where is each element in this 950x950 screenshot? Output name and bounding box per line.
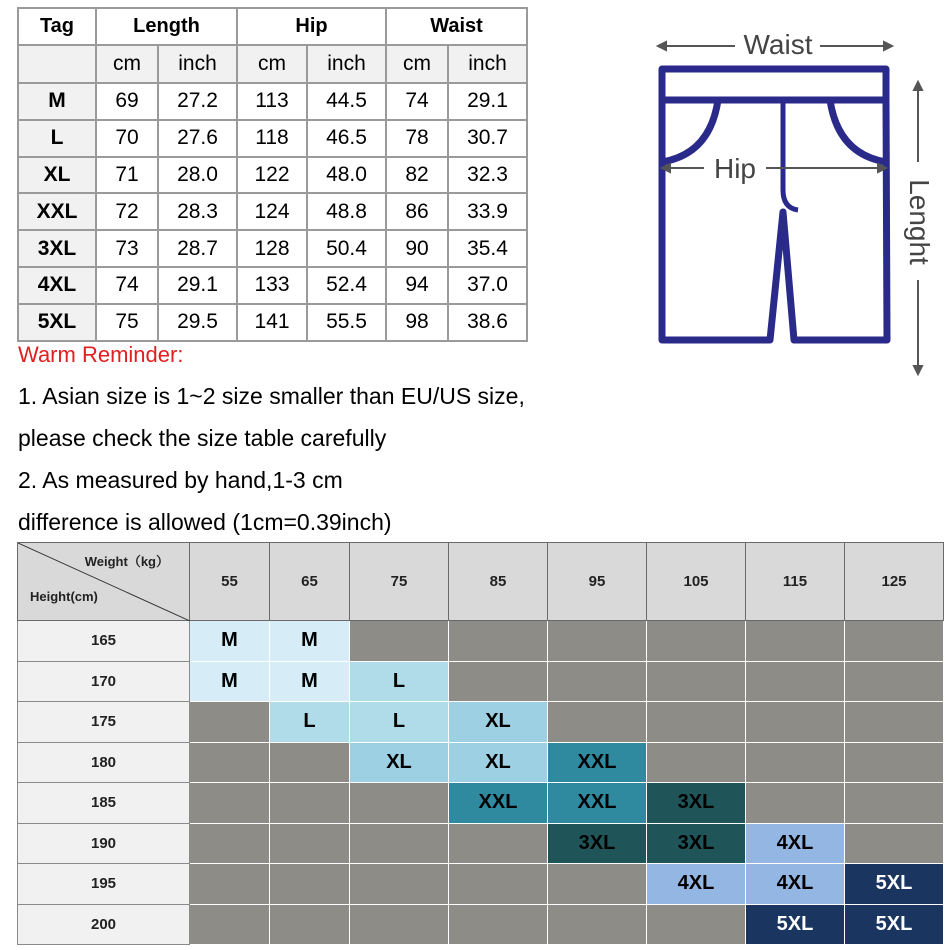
arrow-icon xyxy=(914,366,922,374)
weight-axis-label: Weight（kg） xyxy=(84,554,169,569)
arrow-icon xyxy=(914,82,922,90)
weight-header: 115 xyxy=(746,543,845,621)
empty-cell xyxy=(350,864,449,905)
empty-cell xyxy=(647,621,746,662)
size-recommendation-cell: M xyxy=(270,621,350,662)
size-value: 52.4 xyxy=(307,267,386,304)
size-value: 29.1 xyxy=(448,83,527,120)
reminder-line: difference is allowed (1cm=0.39inch) xyxy=(18,509,392,535)
size-recommendation-cell: M xyxy=(190,661,270,702)
size-recommendation-cell: 4XL xyxy=(746,864,845,905)
size-row xyxy=(18,83,527,120)
empty-cell xyxy=(190,742,270,783)
empty-cell xyxy=(350,783,449,824)
empty-cell xyxy=(548,702,647,743)
unit-cell: cm xyxy=(386,45,448,83)
empty-cell xyxy=(190,904,270,945)
size-value: 98 xyxy=(386,304,448,341)
empty-cell xyxy=(190,864,270,905)
empty-cell xyxy=(449,864,548,905)
shorts-outline xyxy=(662,100,887,340)
empty-cell xyxy=(746,661,845,702)
size-row xyxy=(18,304,527,341)
reminder-line: 1. Asian size is 1~2 size smaller than EU/US size, xyxy=(18,383,525,409)
size-value: 29.5 xyxy=(158,304,237,341)
waistband-outline xyxy=(662,69,886,100)
size-value: 32.3 xyxy=(448,157,527,194)
weight-header: 85 xyxy=(449,543,548,621)
size-value: 50.4 xyxy=(307,230,386,267)
fly-outline xyxy=(783,100,798,210)
size-value: 86 xyxy=(386,193,448,230)
size-value: 74 xyxy=(96,267,158,304)
size-recommendation-cell: XXL xyxy=(548,742,647,783)
empty-cell xyxy=(845,783,944,824)
size-value: 38.6 xyxy=(448,304,527,341)
arrow-icon xyxy=(884,42,892,50)
empty-cell xyxy=(647,661,746,702)
weight-header: 55 xyxy=(190,543,270,621)
empty-cell xyxy=(548,661,647,702)
size-tag: XXL xyxy=(18,193,96,230)
height-label: 185 xyxy=(18,783,190,824)
height-label: 180 xyxy=(18,742,190,783)
empty-cell xyxy=(270,742,350,783)
size-value: 118 xyxy=(237,120,307,157)
empty-cell xyxy=(350,904,449,945)
empty-cell xyxy=(746,621,845,662)
size-value: 46.5 xyxy=(307,120,386,157)
empty-cell xyxy=(350,621,449,662)
empty-cell xyxy=(845,823,944,864)
weight-height-chart xyxy=(17,542,944,945)
height-row xyxy=(18,823,944,864)
height-row xyxy=(18,742,944,783)
chart-corner-cell xyxy=(18,543,190,621)
empty-cell xyxy=(647,904,746,945)
unit-cell: inch xyxy=(307,45,386,83)
size-recommendation-cell: 5XL xyxy=(845,904,944,945)
size-value: 55.5 xyxy=(307,304,386,341)
reminder-line: please check the size table carefully xyxy=(18,425,387,451)
height-row xyxy=(18,904,944,945)
size-recommendation-cell: M xyxy=(190,621,270,662)
size-tag: 3XL xyxy=(18,230,96,267)
size-value: 122 xyxy=(237,157,307,194)
size-recommendation-cell: XXL xyxy=(548,783,647,824)
size-recommendation-cell: 3XL xyxy=(548,823,647,864)
size-value: 70 xyxy=(96,120,158,157)
size-recommendation-cell: 3XL xyxy=(647,783,746,824)
size-value: 128 xyxy=(237,230,307,267)
weight-header: 95 xyxy=(548,543,647,621)
empty-cell xyxy=(647,702,746,743)
empty-cell xyxy=(548,864,647,905)
size-tag: XL xyxy=(18,157,96,194)
size-value: 74 xyxy=(386,83,448,120)
empty-cell xyxy=(845,742,944,783)
size-table xyxy=(17,7,528,342)
weight-header: 65 xyxy=(270,543,350,621)
empty-cell xyxy=(845,661,944,702)
size-recommendation-cell: 5XL xyxy=(746,904,845,945)
size-value: 35.4 xyxy=(448,230,527,267)
size-value: 94 xyxy=(386,267,448,304)
size-value: 28.7 xyxy=(158,230,237,267)
unit-cell: inch xyxy=(448,45,527,83)
empty-cell xyxy=(449,621,548,662)
weight-header: 75 xyxy=(350,543,449,621)
size-value: 29.1 xyxy=(158,267,237,304)
header-length: Length xyxy=(96,8,237,45)
size-row xyxy=(18,120,527,157)
unit-cell: cm xyxy=(96,45,158,83)
size-value: 69 xyxy=(96,83,158,120)
empty-cell xyxy=(449,823,548,864)
weight-header: 105 xyxy=(647,543,746,621)
size-recommendation-cell: XL xyxy=(350,742,449,783)
size-value: 33.9 xyxy=(448,193,527,230)
size-value: 27.2 xyxy=(158,83,237,120)
height-label: 175 xyxy=(18,702,190,743)
size-value: 71 xyxy=(96,157,158,194)
size-row xyxy=(18,230,527,267)
waist-label: Waist xyxy=(743,29,813,60)
size-tag: 4XL xyxy=(18,267,96,304)
size-value: 82 xyxy=(386,157,448,194)
reminder-line: 2. As measured by hand,1-3 cm xyxy=(18,467,343,493)
empty-cell xyxy=(190,823,270,864)
size-value: 141 xyxy=(237,304,307,341)
empty-cell xyxy=(548,621,647,662)
size-value: 133 xyxy=(237,267,307,304)
height-row xyxy=(18,702,944,743)
size-value: 30.7 xyxy=(448,120,527,157)
right-pocket-outline xyxy=(830,100,886,162)
size-value: 75 xyxy=(96,304,158,341)
size-row xyxy=(18,267,527,304)
size-value: 48.0 xyxy=(307,157,386,194)
empty-cell xyxy=(350,823,449,864)
height-row xyxy=(18,661,944,702)
height-label: 165 xyxy=(18,621,190,662)
height-label: 200 xyxy=(18,904,190,945)
header-hip: Hip xyxy=(237,8,386,45)
empty-cell xyxy=(270,823,350,864)
empty-cell xyxy=(270,864,350,905)
size-value: 27.6 xyxy=(158,120,237,157)
empty-cell xyxy=(845,702,944,743)
left-pocket-outline xyxy=(662,100,718,162)
header-waist: Waist xyxy=(386,8,527,45)
length-label: Lenght xyxy=(904,179,935,265)
size-recommendation-cell: M xyxy=(270,661,350,702)
hip-label: Hip xyxy=(713,153,757,184)
empty-cell xyxy=(746,742,845,783)
height-label: 195 xyxy=(18,864,190,905)
size-recommendation-cell: L xyxy=(350,702,449,743)
header-tag: Tag xyxy=(18,8,96,45)
reminder-title: Warm Reminder: xyxy=(18,342,184,367)
size-value: 90 xyxy=(386,230,448,267)
size-row xyxy=(18,193,527,230)
empty-cell xyxy=(548,904,647,945)
empty-cell xyxy=(746,783,845,824)
size-value: 48.8 xyxy=(307,193,386,230)
weight-header: 125 xyxy=(845,543,944,621)
size-recommendation-cell: 5XL xyxy=(845,864,944,905)
size-table-header-row xyxy=(18,8,527,45)
height-row xyxy=(18,864,944,905)
size-value: 44.5 xyxy=(307,83,386,120)
height-row xyxy=(18,621,944,662)
size-value: 28.0 xyxy=(158,157,237,194)
empty-cell xyxy=(190,783,270,824)
size-tag: 5XL xyxy=(18,304,96,341)
unit-cell: inch xyxy=(158,45,237,83)
size-recommendation-cell: L xyxy=(270,702,350,743)
shorts-measurement-diagram xyxy=(640,22,945,377)
size-recommendation-cell: XXL xyxy=(449,783,548,824)
size-recommendation-cell: 3XL xyxy=(647,823,746,864)
size-value: 72 xyxy=(96,193,158,230)
empty-cell xyxy=(449,904,548,945)
size-value: 113 xyxy=(237,83,307,120)
empty-cell xyxy=(746,702,845,743)
height-axis-label: Height(cm) xyxy=(30,589,98,604)
height-label: 170 xyxy=(18,661,190,702)
height-row xyxy=(18,783,944,824)
unit-blank xyxy=(18,45,96,83)
size-tag: L xyxy=(18,120,96,157)
size-recommendation-cell: XL xyxy=(449,742,548,783)
empty-cell xyxy=(270,783,350,824)
height-label: 190 xyxy=(18,823,190,864)
size-table-unit-row xyxy=(18,45,527,83)
size-value: 37.0 xyxy=(448,267,527,304)
empty-cell xyxy=(449,661,548,702)
size-value: 73 xyxy=(96,230,158,267)
size-row xyxy=(18,157,527,194)
size-recommendation-cell: XL xyxy=(449,702,548,743)
size-recommendation-cell: 4XL xyxy=(746,823,845,864)
unit-cell: cm xyxy=(237,45,307,83)
size-recommendation-cell: L xyxy=(350,661,449,702)
arrow-icon xyxy=(658,42,666,50)
empty-cell xyxy=(845,621,944,662)
chart-header-row xyxy=(18,543,944,621)
size-recommendation-cell: 4XL xyxy=(647,864,746,905)
empty-cell xyxy=(270,904,350,945)
size-value: 78 xyxy=(386,120,448,157)
size-tag: M xyxy=(18,83,96,120)
empty-cell xyxy=(647,742,746,783)
empty-cell xyxy=(190,702,270,743)
size-value: 124 xyxy=(237,193,307,230)
size-value: 28.3 xyxy=(158,193,237,230)
